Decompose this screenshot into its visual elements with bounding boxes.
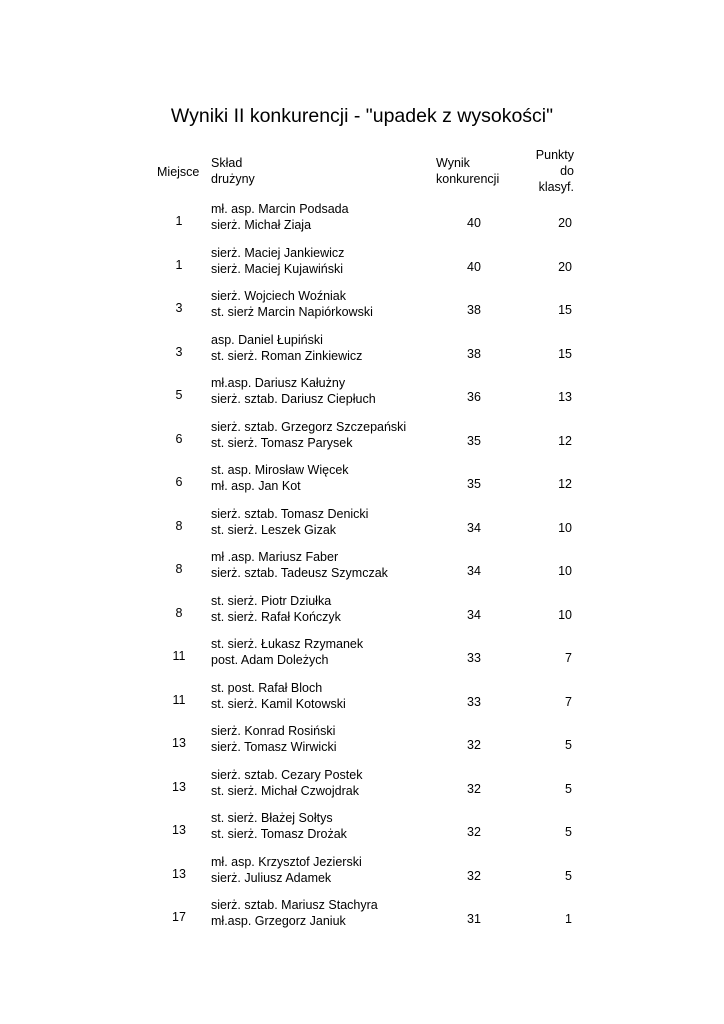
team-member: st. sierż. Łukasz Rzymanek [211, 637, 364, 651]
header-punkty-line2: do [560, 164, 574, 178]
team-member: mł. asp. Jan Kot [211, 479, 301, 493]
team-member: st. sierż. Leszek Gizak [211, 522, 337, 537]
row-points: 10 [558, 520, 572, 535]
row-points: 15 [558, 346, 572, 361]
row-points: 13 [558, 390, 572, 404]
row-score: 34 [467, 520, 481, 535]
row-team [211, 549, 388, 581]
row-team [211, 593, 341, 625]
row-place: 8 [175, 562, 183, 576]
team-member: sierż. Maciej Kujawiński [211, 261, 343, 276]
row-points: 15 [558, 303, 572, 317]
table-row [0, 506, 724, 550]
header-wynik-line2: konkurencji [436, 172, 500, 186]
header-punkty [530, 147, 574, 195]
team-member: mł.asp. Grzegorz Janiuk [211, 914, 346, 928]
row-score: 34 [467, 564, 481, 578]
team-member: sierż. sztab. Cezary Postek [211, 767, 363, 782]
team-member: sierż. sztab. Dariusz Ciepłuch [211, 392, 376, 406]
row-points: 7 [565, 694, 572, 709]
page-title: Wyniki II konkurencji - "upadek z wysokości" [170, 105, 554, 127]
row-score: 38 [467, 303, 481, 317]
team-member: st. sierż Marcin Napiórkowski [211, 305, 373, 319]
team-member: sierż. Juliusz Adamek [211, 870, 332, 885]
team-member: asp. Daniel Łupiński [211, 332, 323, 347]
row-score: 33 [467, 651, 481, 665]
team-member: st. post. Rafał Bloch [211, 680, 323, 695]
row-score: 38 [467, 346, 481, 361]
row-place: 1 [175, 257, 183, 272]
row-points: 10 [558, 607, 572, 622]
team-member: st. asp. Mirosław Więcek [211, 463, 349, 477]
row-team [211, 245, 344, 277]
team-member: sierż. Maciej Jankiewicz [211, 245, 345, 260]
table-row [0, 419, 724, 463]
row-points: 20 [558, 216, 572, 230]
team-member: mł. asp. Marcin Podsada [211, 202, 349, 216]
team-member: st. sierż. Michał Czwojdrak [211, 783, 359, 798]
team-member: st. sierż. Rafał Kończyk [211, 609, 341, 624]
row-score: 34 [467, 607, 481, 622]
team-member: mł.asp. Dariusz Kałużny [211, 376, 346, 390]
row-place: 11 [172, 649, 186, 663]
row-place: 5 [175, 388, 183, 402]
table-row [0, 375, 724, 419]
row-score: 35 [467, 433, 481, 448]
row-place: 17 [172, 910, 186, 924]
row-points: 12 [558, 477, 572, 491]
row-place: 8 [175, 518, 183, 533]
row-team [211, 332, 362, 364]
row-team [211, 419, 406, 451]
row-place: 13 [172, 779, 186, 794]
row-team [211, 375, 376, 407]
row-score: 40 [467, 216, 481, 230]
header-miejsce: Miejsce [157, 165, 200, 179]
team-member: sierż. Tomasz Wirwicki [211, 740, 337, 754]
header-wynik [436, 155, 499, 187]
row-place: 3 [175, 301, 183, 315]
table-row [0, 288, 724, 332]
header-sklad [211, 155, 255, 187]
row-team [211, 462, 349, 494]
row-points: 7 [565, 651, 572, 665]
team-member: sierż. sztab. Grzegorz Szczepański [211, 419, 407, 434]
table-row [0, 897, 724, 941]
row-points: 5 [565, 738, 572, 752]
team-member: post. Adam Doleżych [211, 653, 329, 667]
table-row [0, 245, 724, 289]
row-place: 13 [172, 823, 186, 837]
team-member: sierż. Michał Ziaja [211, 218, 312, 232]
header-wynik-line1: Wynik [436, 156, 470, 170]
row-place: 6 [175, 475, 183, 489]
table-row [0, 332, 724, 376]
row-team [211, 854, 362, 886]
row-points: 12 [558, 433, 572, 448]
row-score: 32 [467, 781, 481, 796]
row-team [211, 636, 363, 668]
row-place: 6 [175, 431, 183, 446]
row-score: 36 [467, 390, 481, 404]
team-member: st. sierż. Piotr Dziułka [211, 593, 332, 608]
row-team [211, 201, 349, 233]
row-points: 5 [565, 868, 572, 883]
team-member: st. sierż. Tomasz Drożak [211, 827, 347, 841]
row-score: 31 [467, 912, 481, 926]
team-member: st. sierż. Kamil Kotowski [211, 696, 346, 711]
row-place: 3 [175, 344, 183, 359]
row-team [211, 680, 346, 712]
header-sklad-line2: drużyny [211, 172, 255, 186]
table-row [0, 767, 724, 811]
row-place: 13 [172, 736, 186, 750]
row-team [211, 897, 378, 929]
table-row [0, 810, 724, 854]
table-row [0, 549, 724, 593]
row-team [211, 767, 362, 799]
row-points: 5 [565, 781, 572, 796]
table-row [0, 636, 724, 680]
row-score: 35 [467, 477, 481, 491]
row-place: 11 [172, 692, 186, 707]
team-member: sierż. sztab. Mariusz Stachyra [211, 898, 378, 912]
table-row [0, 854, 724, 898]
row-team [211, 723, 336, 755]
table-row [0, 201, 724, 245]
team-member: sierż. sztab. Tadeusz Szymczak [211, 566, 388, 580]
row-score: 33 [467, 694, 481, 709]
team-member: st. sierż. Błażej Sołtys [211, 811, 333, 825]
header-sklad-line1: Skład [211, 156, 243, 170]
row-place: 13 [172, 866, 186, 881]
team-member: mł. asp. Krzysztof Jezierski [211, 854, 362, 869]
row-points: 1 [565, 912, 572, 926]
team-member: sierż. sztab. Tomasz Denicki [211, 506, 369, 521]
header-punkty-line3: klasyf. [538, 180, 574, 194]
table-row [0, 462, 724, 506]
team-member: st. sierż. Tomasz Parysek [211, 435, 353, 450]
row-team [211, 506, 368, 538]
row-score: 32 [467, 825, 481, 839]
row-score: 32 [467, 738, 481, 752]
row-place: 1 [175, 214, 183, 228]
row-place: 8 [175, 605, 183, 620]
team-member: mł .asp. Mariusz Faber [211, 550, 339, 564]
header-punkty-line1: Punkty [535, 148, 574, 162]
row-points: 5 [565, 825, 572, 839]
row-points: 20 [558, 259, 572, 274]
team-member: sierż. Wojciech Woźniak [211, 289, 346, 303]
row-points: 10 [558, 564, 572, 578]
row-team [211, 810, 347, 842]
table-row [0, 593, 724, 637]
row-score: 40 [467, 259, 481, 274]
row-score: 32 [467, 868, 481, 883]
team-member: st. sierż. Roman Zinkiewicz [211, 348, 363, 363]
row-team [211, 288, 373, 320]
table-row [0, 723, 724, 767]
team-member: sierż. Konrad Rosiński [211, 724, 336, 738]
table-row [0, 680, 724, 724]
